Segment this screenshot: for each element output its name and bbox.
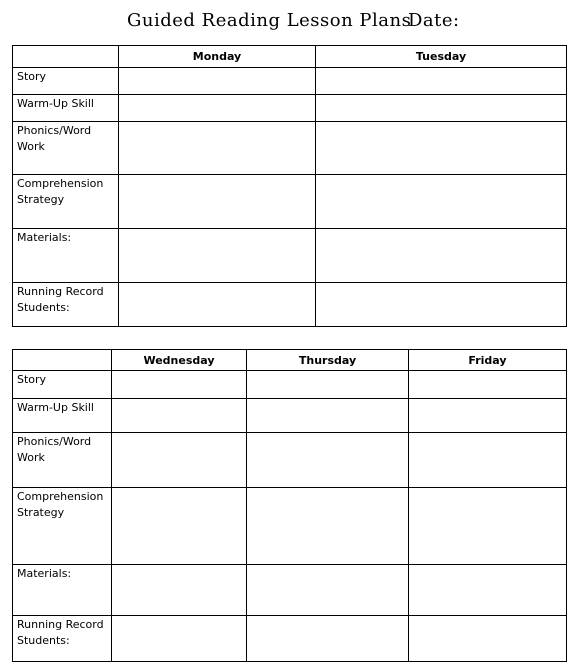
cell-thursday-phonics-word-work[interactable]: [247, 433, 409, 488]
cell-monday-running-record-students[interactable]: [119, 283, 316, 327]
header-row: [13, 46, 567, 68]
row-label-comprehension-strategy: Comprehension Strategy: [13, 175, 119, 229]
cell-friday-phonics-word-work[interactable]: [409, 433, 567, 488]
cell-thursday-running-record-students[interactable]: [247, 616, 409, 662]
table-row: [13, 283, 567, 327]
cell-wednesday-warm-up-skill[interactable]: [112, 399, 247, 433]
day-header-friday: Friday: [409, 350, 567, 371]
cell-thursday-story[interactable]: [247, 371, 409, 399]
row-label-phonics-word-work: Phonics/Word Work: [13, 433, 112, 488]
corner-cell: [13, 350, 112, 371]
cell-tuesday-comprehension-strategy[interactable]: [316, 175, 567, 229]
row-label-story: Story: [13, 371, 112, 399]
table-row: [13, 616, 567, 662]
cell-wednesday-phonics-word-work[interactable]: [112, 433, 247, 488]
table-row: [13, 229, 567, 283]
cell-tuesday-materials[interactable]: [316, 229, 567, 283]
cell-wednesday-running-record-students[interactable]: [112, 616, 247, 662]
cell-thursday-materials[interactable]: [247, 565, 409, 616]
day-header-monday: Monday: [119, 46, 316, 68]
cell-wednesday-materials[interactable]: [112, 565, 247, 616]
cell-friday-warm-up-skill[interactable]: [409, 399, 567, 433]
cell-tuesday-phonics-word-work[interactable]: [316, 122, 567, 175]
cell-monday-comprehension-strategy[interactable]: [119, 175, 316, 229]
table-row: [13, 175, 567, 229]
row-label-phonics-word-work: Phonics/Word Work: [13, 122, 119, 175]
day-header-thursday: Thursday: [247, 350, 409, 371]
cell-monday-phonics-word-work[interactable]: [119, 122, 316, 175]
header: [0, 8, 582, 38]
cell-thursday-warm-up-skill[interactable]: [247, 399, 409, 433]
table-row: [13, 488, 567, 565]
table-row: [13, 371, 567, 399]
table-row: [13, 433, 567, 488]
lesson-plan-table-monday-tuesday: [12, 45, 567, 327]
table-row: [13, 399, 567, 433]
table-row: [13, 95, 567, 122]
date-label: Date:: [408, 10, 460, 31]
header-row: [13, 350, 567, 371]
cell-friday-materials[interactable]: [409, 565, 567, 616]
day-header-wednesday: Wednesday: [112, 350, 247, 371]
table-row: [13, 68, 567, 95]
row-label-materials: Materials:: [13, 229, 119, 283]
page-title: Guided Reading Lesson Plans: [127, 10, 412, 31]
row-label-warm-up-skill: Warm-Up Skill: [13, 399, 112, 433]
row-label-story: Story: [13, 68, 119, 95]
cell-tuesday-story[interactable]: [316, 68, 567, 95]
cell-wednesday-comprehension-strategy[interactable]: [112, 488, 247, 565]
cell-friday-running-record-students[interactable]: [409, 616, 567, 662]
table-row: [13, 565, 567, 616]
row-label-warm-up-skill: Warm-Up Skill: [13, 95, 119, 122]
table-row: [13, 122, 567, 175]
cell-tuesday-warm-up-skill[interactable]: [316, 95, 567, 122]
cell-monday-warm-up-skill[interactable]: [119, 95, 316, 122]
lesson-plan-table-wednesday-friday: [12, 349, 567, 662]
cell-friday-comprehension-strategy[interactable]: [409, 488, 567, 565]
row-label-comprehension-strategy: Comprehension Strategy: [13, 488, 112, 565]
day-header-tuesday: Tuesday: [316, 46, 567, 68]
cell-monday-story[interactable]: [119, 68, 316, 95]
cell-tuesday-running-record-students[interactable]: [316, 283, 567, 327]
row-label-running-record-students: Running Record Students:: [13, 283, 119, 327]
cell-wednesday-story[interactable]: [112, 371, 247, 399]
row-label-running-record-students: Running Record Students:: [13, 616, 112, 662]
cell-thursday-comprehension-strategy[interactable]: [247, 488, 409, 565]
corner-cell: [13, 46, 119, 68]
cell-friday-story[interactable]: [409, 371, 567, 399]
row-label-materials: Materials:: [13, 565, 112, 616]
cell-monday-materials[interactable]: [119, 229, 316, 283]
